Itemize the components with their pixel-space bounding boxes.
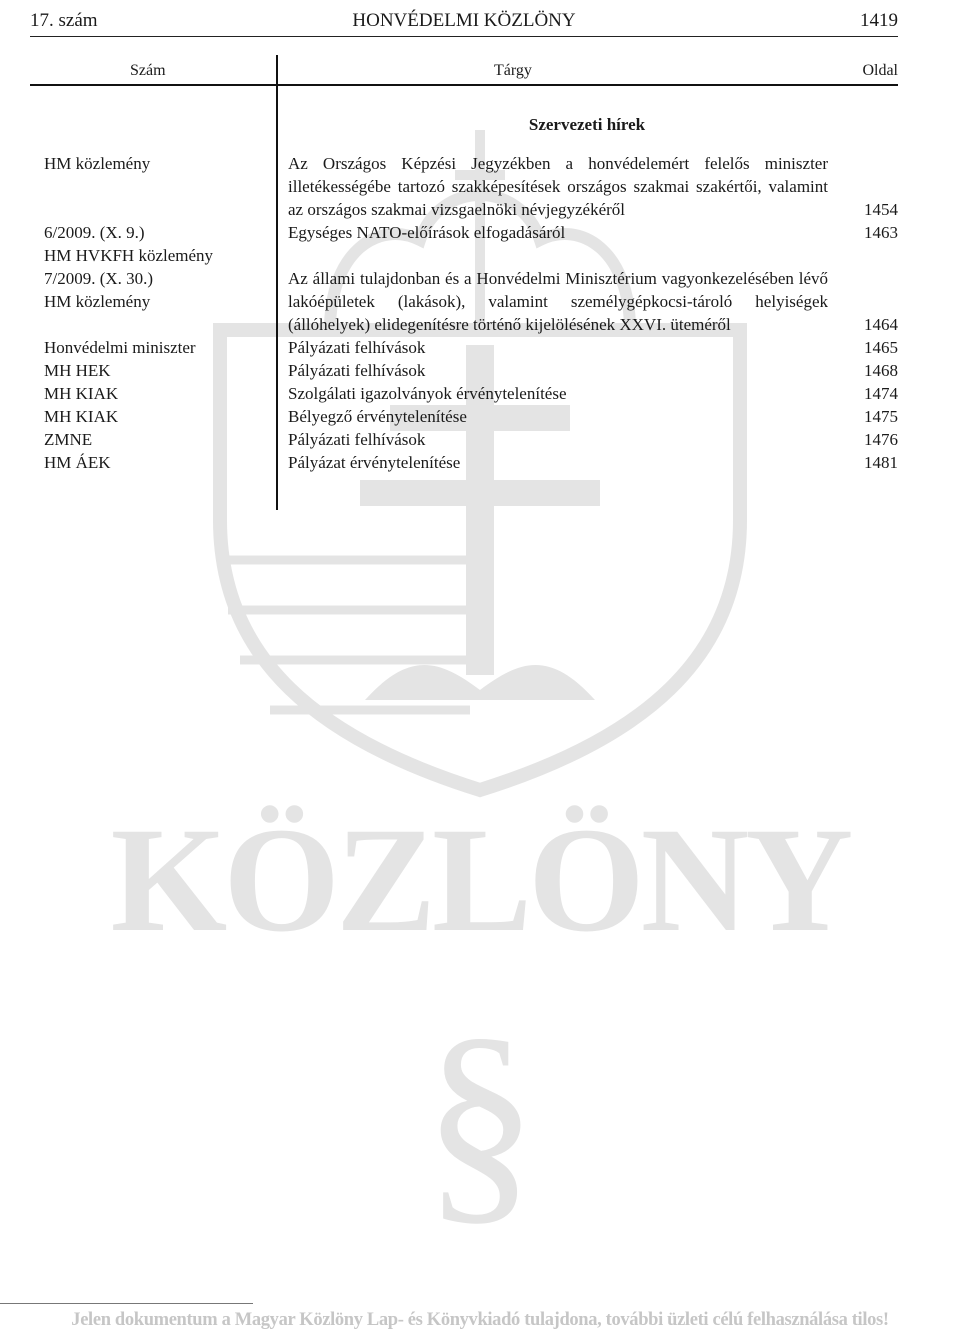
entry-issuer: 6/2009. (X. 9.) HM HVKFH közlemény — [44, 223, 214, 265]
entry-page: 1476 — [864, 430, 898, 449]
entry-page: 1481 — [864, 453, 898, 472]
entry-subject: Szolgálati igazolványok érvénytelenítése — [288, 384, 567, 403]
running-head — [30, 10, 898, 36]
contents-table — [44, 152, 898, 474]
entry-page: 1464 — [864, 315, 898, 334]
watermark-paragraph-sign: § — [422, 990, 538, 1245]
table-row — [44, 152, 898, 221]
column-header-szam: Szám — [130, 62, 166, 79]
column-header-rule — [30, 84, 898, 86]
footer-rule — [0, 1303, 253, 1304]
entry-page: 1474 — [864, 384, 898, 403]
entry-issuer: MH KIAK — [44, 384, 119, 403]
entry-subject: Az állami tulajdonban és a Honvédelmi Minisztérium vagyonkezelésében lévő lakóépületek (lakások), valamint személygépkocsi-tároló helyiségek (állóhelyek) elidegenítésre történő kijelölésének XXVI. üteméről — [288, 269, 828, 334]
entry-page: 1454 — [864, 200, 898, 219]
entry-issuer: 7/2009. (X. 30.) HM közlemény — [44, 269, 154, 311]
table-row — [44, 267, 898, 336]
entry-issuer: Honvédelmi miniszter — [44, 338, 196, 357]
entry-subject: Pályázati felhívások — [288, 430, 426, 449]
page-number: 1419 — [860, 10, 898, 31]
issue-number: 17. szám — [30, 10, 98, 31]
header-rule — [30, 36, 898, 37]
entry-subject: Egységes NATO-előírások elfogadásáról — [288, 223, 566, 242]
table-row — [44, 221, 898, 267]
entry-subject: Az Országos Képzési Jegyzékben a honvédelemért felelős miniszter illetékességébe tartozó szakképesítések országos szakmai szakértői, valamint az országos szakmai vizsgaelnöki névjegyzékéről — [288, 154, 828, 219]
entry-issuer: MH HEK — [44, 361, 111, 380]
entry-page: 1465 — [864, 338, 898, 357]
table-row — [44, 451, 898, 474]
entry-issuer: HM közlemény — [44, 154, 151, 173]
entry-issuer: MH KIAK — [44, 407, 119, 426]
table-row — [44, 336, 898, 359]
table-row — [44, 382, 898, 405]
entry-subject: Pályázati felhívások — [288, 338, 426, 357]
ownership-notice: Jelen dokumentum a Magyar Közlöny Lap- és Könyvkiadó tulajdona, további üzleti célú felhasználása tilos! — [71, 1310, 889, 1330]
entry-issuer: HM ÁEK — [44, 453, 111, 472]
entry-subject: Pályázati felhívások — [288, 361, 426, 380]
table-row — [44, 428, 898, 451]
entry-page: 1468 — [864, 361, 898, 380]
table-row — [44, 359, 898, 382]
entry-page: 1463 — [864, 223, 898, 242]
entry-issuer: ZMNE — [44, 430, 93, 449]
publication-title: HONVÉDELMI KÖZLÖNY — [352, 10, 576, 31]
section-title: Szervezeti hírek — [528, 115, 646, 134]
entry-page: 1475 — [864, 407, 898, 426]
watermark-wordmark: KÖZLÖNY — [110, 797, 850, 963]
entry-subject: Pályázat érvénytelenítése — [288, 453, 461, 472]
column-header-oldal: Oldal — [862, 62, 898, 79]
column-header-targy: Tárgy — [494, 62, 532, 79]
entry-subject: Bélyegző érvénytelenítése — [288, 407, 467, 426]
table-row — [44, 405, 898, 428]
